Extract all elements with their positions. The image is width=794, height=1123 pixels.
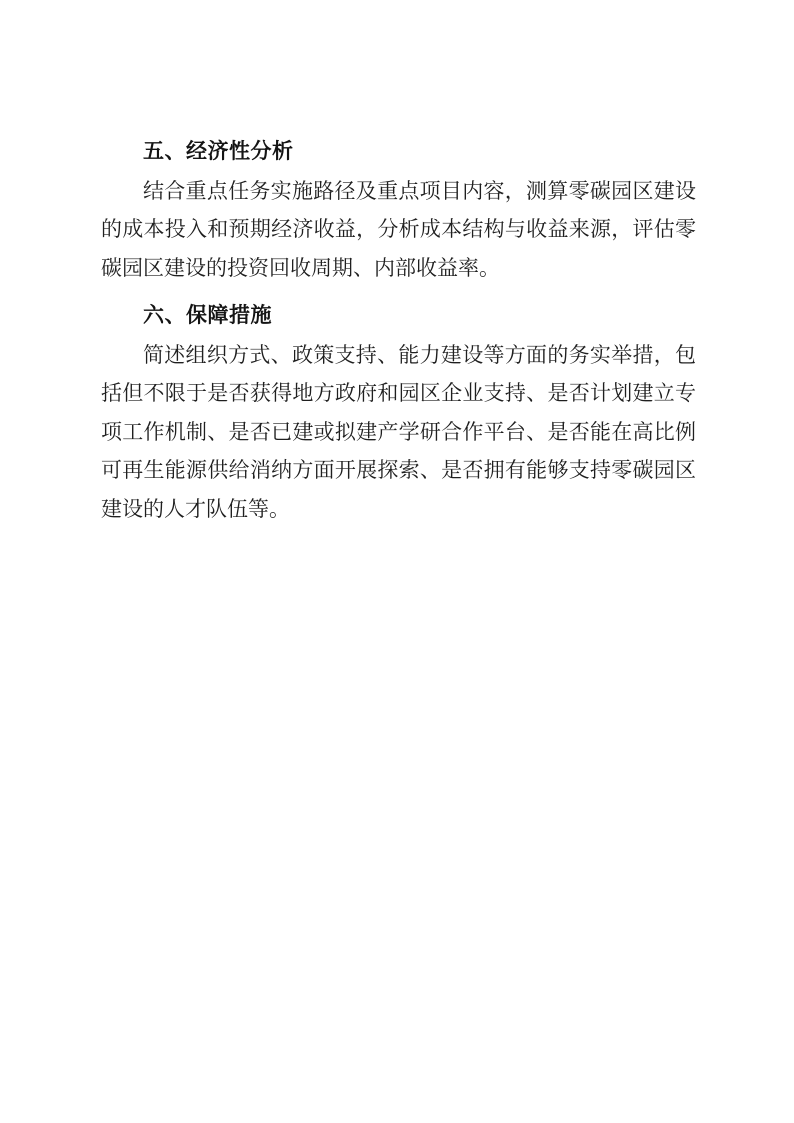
section-heading-economic-analysis: 五、经济性分析 [143, 140, 294, 163]
section-economic-analysis [101, 133, 696, 287]
section-safeguard-measures [101, 297, 696, 528]
section-paragraph-economic-analysis: 结合重点任务实施路径及重点项目内容，测算零碳园区建设的成本投入和预期经济收益，分析成本结构与收益来源，评估零碳园区建设的投资回收周期、内部收益率。 [101, 178, 696, 280]
section-paragraph-safeguard-measures: 简述组织方式、政策支持、能力建设等方面的务实举措，包括但不限于是否获得地方政府和园区企业支持、是否计划建立专项工作机制、是否已建或拟建产学研合作平台、是否能在高比例可再生能源供给消纳方面开展探索、是否拥有能够支持零碳园区建设的人才队伍等。 [101, 342, 696, 521]
section-heading-safeguard-measures: 六、保障措施 [143, 304, 272, 327]
